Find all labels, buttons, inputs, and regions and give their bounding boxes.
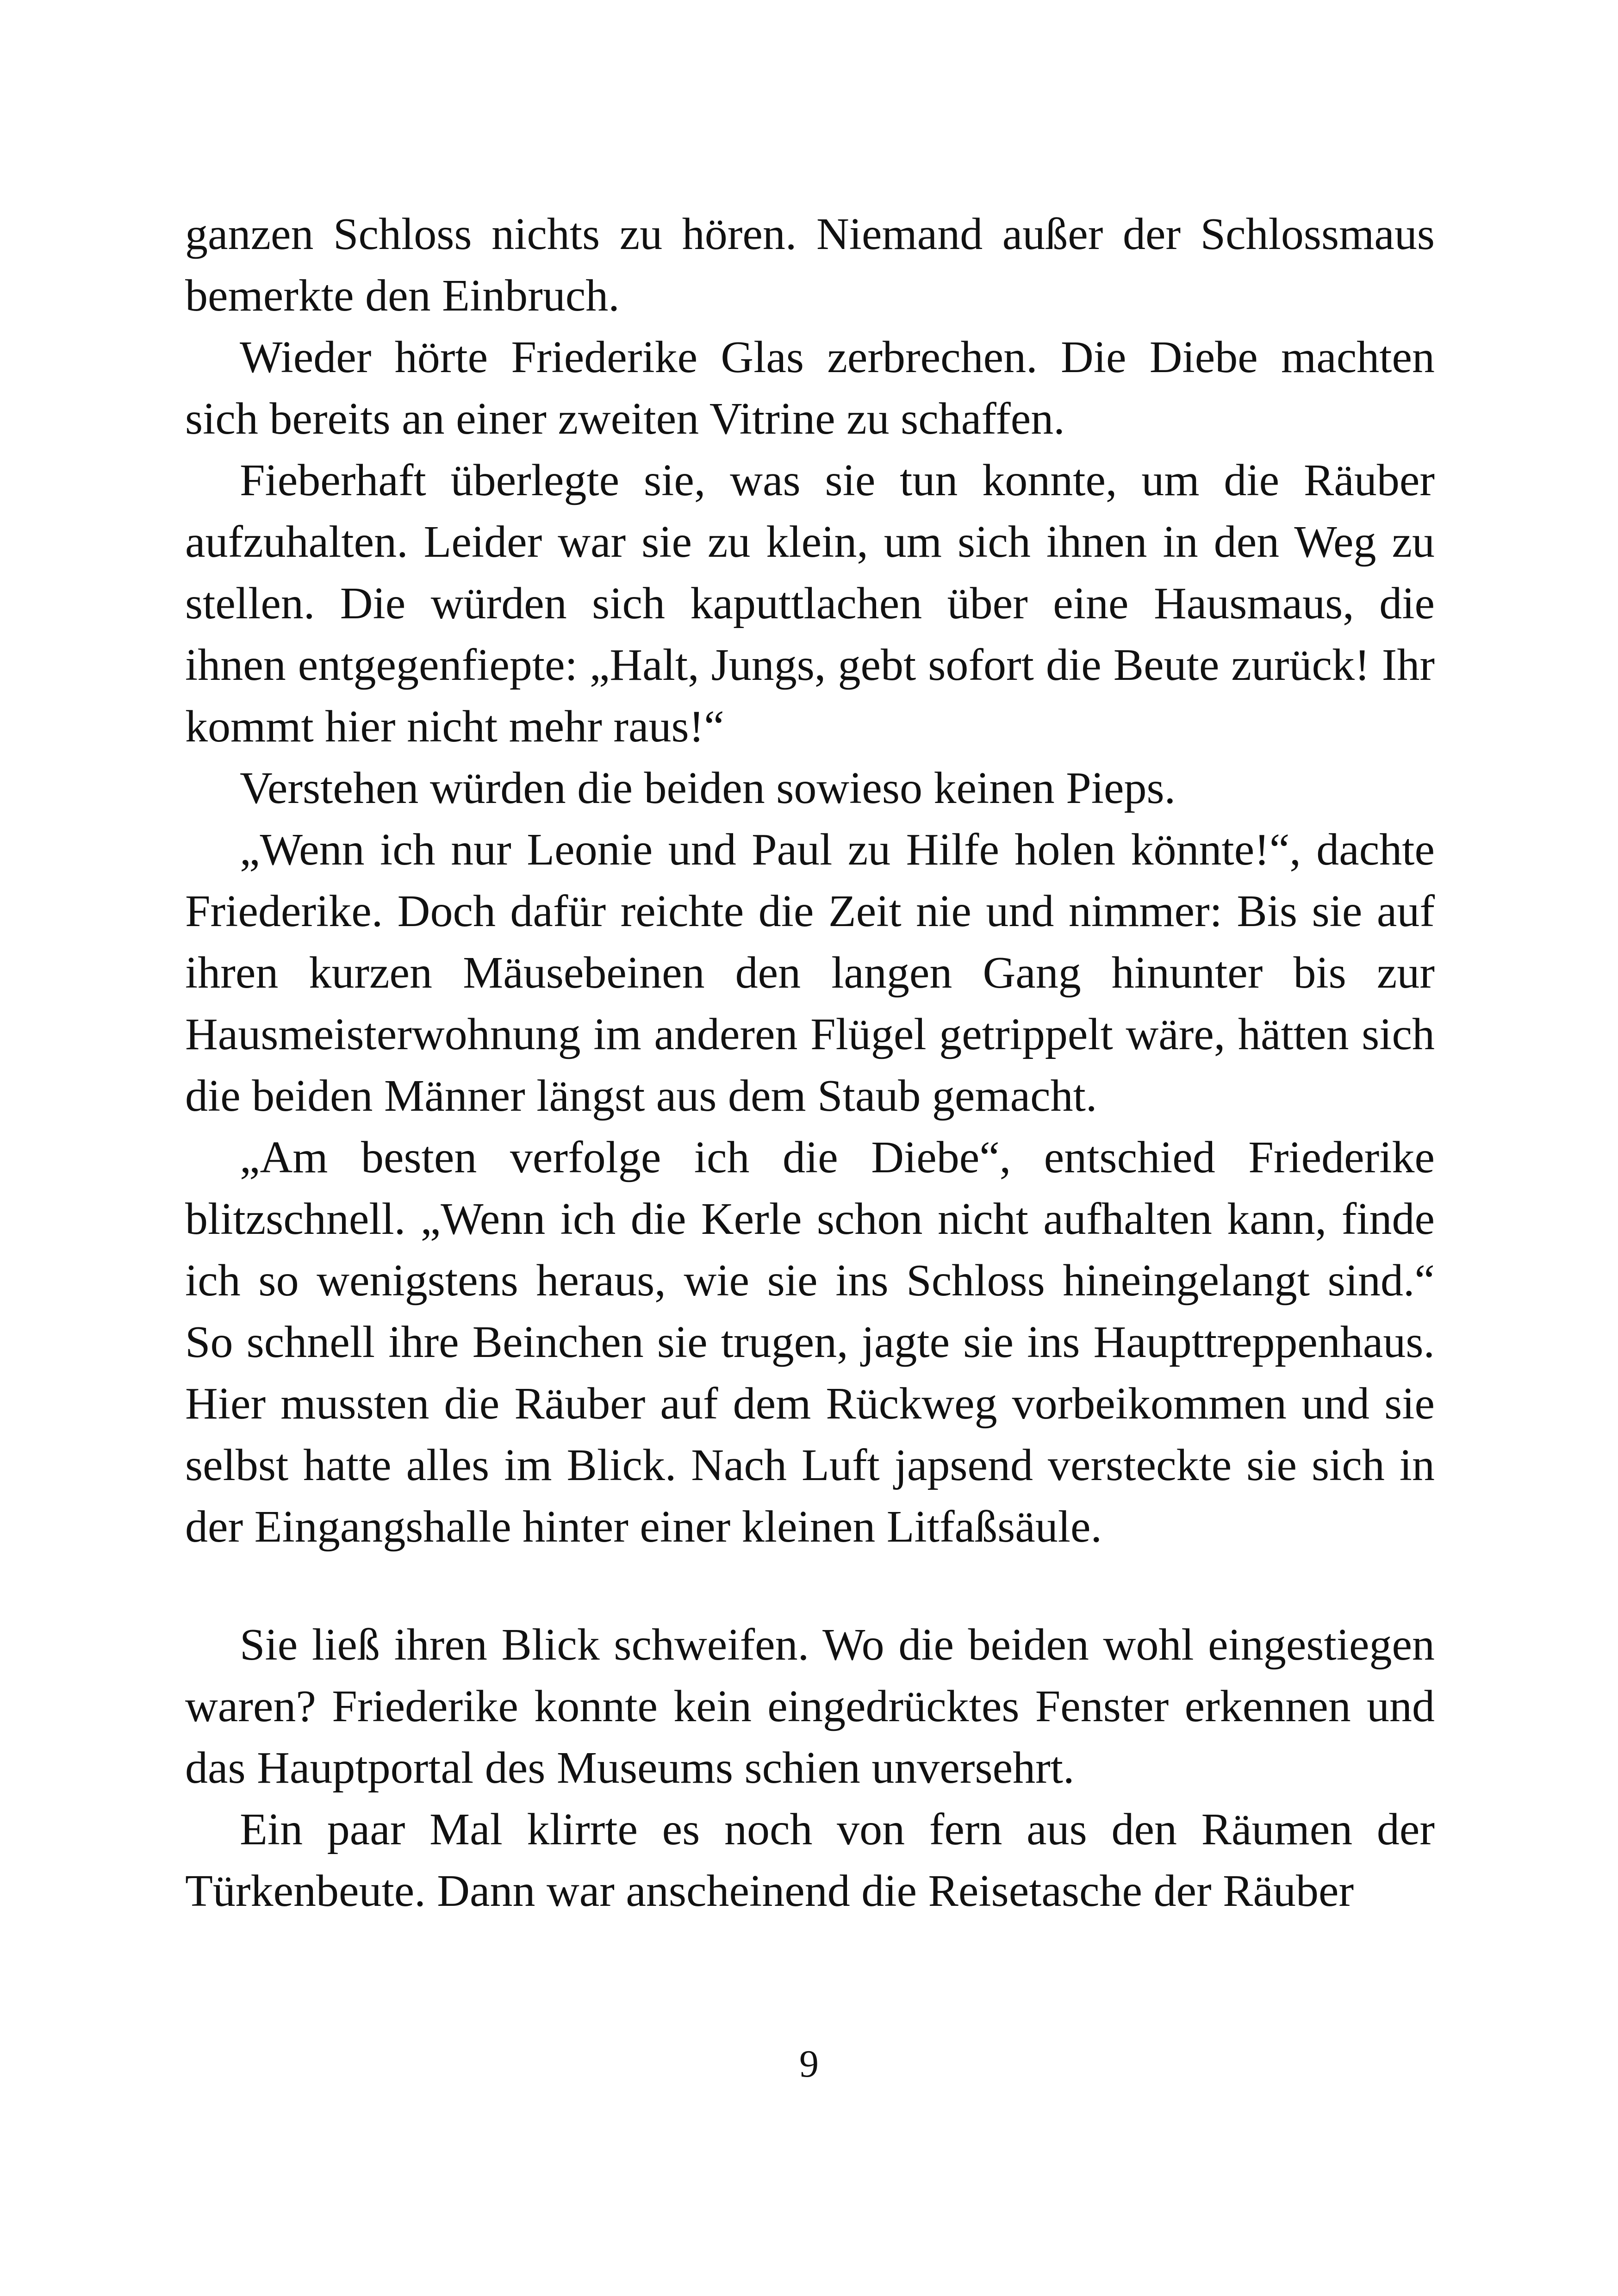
page-number: 9 bbox=[799, 2042, 819, 2085]
paragraph: Fieberhaft überlegte sie, was sie tun konnte, um die Räuber aufzuhalten. Leider war sie zu klein, um sich ihnen in den Weg zu stellen. Die würden sich kaputtlachen über eine Hausmaus, die ihnen entgegenfiepte: „Halt, Jungs, gebt sofort die Beute zurück! Ihr kommt hier nicht mehr raus!“ bbox=[185, 455, 1435, 752]
paragraph: „Wenn ich nur Leonie und Paul zu Hilfe holen könnte!“, dachte Friederike. Doch dafür reichte die Zeit nie und nimmer: Bis sie auf ihren kurzen Mäusebeinen den langen Gang hinunter bis zur Hausmeisterwohnung im anderen Flügel getrippelt wäre, hätten sich die beiden Männer längst aus dem Staub gemacht. bbox=[185, 825, 1435, 1121]
section-break bbox=[185, 1558, 1435, 1614]
paragraph: Ein paar Mal klirrte es noch von fern aus den Räumen der Türkenbeute. Dann war anscheinend die Reisetasche der Räuber bbox=[185, 1804, 1435, 1916]
text-section-2 bbox=[185, 1614, 1435, 1922]
text-section-1 bbox=[185, 204, 1435, 1558]
paragraph: Wieder hörte Friederike Glas zerbrechen. Die Diebe machten sich bereits an einer zweiten Vitrine zu schaffen. bbox=[185, 332, 1435, 444]
page-body bbox=[185, 204, 1435, 1922]
paragraph: „Am besten verfolge ich die Diebe“, entschied Friederike blitzschnell. „Wenn ich die Kerle schon nicht aufhalten kann, finde ich so wenigstens heraus, wie sie ins Schloss hineingelangt sind.“ So schnell ihre Beinchen sie trugen, jagte sie ins Haupttreppenhaus. Hier mussten die Räuber auf dem Rückweg vorbeikommen und sie selbst hatte alles im Blick. Nach Luft japsend versteckte sie sich in der Eingangshalle hinter einer kleinen Litfaßsäule. bbox=[185, 1132, 1435, 1552]
paragraph: Verstehen würden die beiden sowieso keinen Pieps. bbox=[240, 763, 1176, 813]
paragraph: ganzen Schloss nichts zu hören. Niemand außer der Schlossmaus bemerkte den Einbruch. bbox=[185, 209, 1435, 321]
paragraph: Sie ließ ihren Blick schweifen. Wo die beiden wohl eingestiegen waren? Friederike konnte kein eingedrücktes Fenster erkennen und das Hauptportal des Museums schien unversehrt. bbox=[185, 1620, 1435, 1793]
